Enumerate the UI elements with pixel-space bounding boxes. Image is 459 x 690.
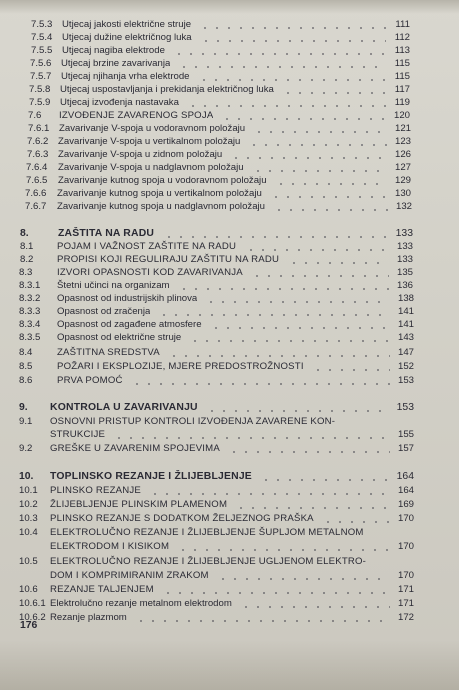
toc-leader-dots: [260, 479, 390, 481]
toc-entry-page: 164: [396, 471, 414, 482]
toc-entry-title: Zavarivanje V-spoja u vodoravnom položaju: [59, 123, 246, 134]
toc-entry-page: 147: [397, 347, 414, 358]
toc-entry-page: 153: [397, 375, 414, 386]
toc-entry: [0, 428, 459, 442]
toc-entry-number: 8.1: [20, 241, 34, 252]
toc-entry-page: 115: [394, 58, 410, 69]
toc-entry-title: PROPISI KOJI REGULIRAJU ZAŠTITU NA RADU: [57, 254, 280, 265]
toc-leader-dots: [235, 507, 390, 509]
toc-entry: [0, 253, 459, 267]
toc-entry-title: Zavarivanje V-spoja u vertikalnom položaju: [58, 136, 241, 147]
toc-leader-dots: [253, 131, 387, 133]
toc-entry: [0, 484, 459, 498]
toc-leader-dots: [131, 383, 390, 385]
toc-entry-page: 155: [397, 429, 414, 440]
toc-entry-number: 7.5.8: [29, 84, 51, 95]
toc-entry: [0, 331, 459, 345]
toc-entry: [0, 44, 459, 58]
toc-entry-number: 7.6.6: [25, 188, 47, 199]
toc-leader-dots: [217, 578, 390, 580]
toc-entry-page: 132: [395, 201, 412, 212]
toc-leader-dots: [177, 549, 390, 551]
toc-entry-page: 164: [397, 485, 414, 496]
toc-entry: [0, 240, 459, 254]
toc-entry-title: OSNOVNI PRISTUP KONTROLI IZVOĐENJA ZAVARENE KON-: [50, 416, 336, 427]
toc-entry-title: Zavarivanje kutnog spoja u vodoravnom položaju: [58, 175, 267, 186]
toc-entry-title: ZAŠTITNA SREDSTVA: [57, 347, 160, 358]
toc-entry-page: 123: [394, 136, 411, 147]
toc-entry-number: 9.2: [19, 443, 33, 454]
toc-entry-number: 7.5.4: [31, 32, 53, 43]
toc-entry: [0, 555, 459, 569]
toc-entry-title: ŽLIJEBLJENJE PLINSKIM PLAMENOM: [50, 499, 228, 510]
toc-entry-page: 170: [397, 541, 414, 552]
toc-entry: [0, 266, 459, 280]
toc-entry-number: 8.3.5: [19, 332, 41, 343]
toc-entry-page: 112: [394, 32, 410, 43]
toc-entry-title: PRVA POMOĆ: [57, 375, 123, 386]
toc-entry-page: 133: [396, 254, 413, 265]
toc-leader-dots: [252, 170, 387, 172]
toc-entry: [0, 442, 459, 456]
toc-leader-dots: [149, 493, 390, 495]
toc-leader-dots: [228, 451, 390, 453]
toc-entry-title: Elektrolučno rezanje metalnom elektrodom: [50, 598, 232, 609]
toc-entry-title: Zavarivanje kutnog spoja u nadglavnom položaju: [57, 201, 265, 212]
toc-entry: [0, 512, 459, 526]
toc-entry-title: REZANJE TALJENJEM: [50, 584, 154, 595]
toc-leader-dots: [240, 606, 390, 608]
toc-entry-number: 10.: [19, 471, 34, 482]
toc-leader-dots: [270, 196, 387, 198]
toc-entry: [0, 18, 459, 32]
toc-leader-dots: [168, 355, 390, 357]
toc-entry-title: Utjecaj dužine električnog luka: [62, 32, 192, 43]
toc-entry-number: 8.2: [20, 254, 34, 265]
toc-entry-title: PLINSKO REZANJE: [50, 485, 141, 496]
toc-entry-number: 8.3.2: [19, 293, 41, 304]
toc-entry: [0, 611, 459, 625]
toc-entry: [0, 318, 459, 332]
toc-entry-title: ELEKTROLUČNO REZANJE I ŽLIJEBLJENJE ŠUPLJOM METALNOM: [50, 527, 364, 538]
toc-entry-number: 8.: [20, 228, 29, 239]
toc-entry-number: 8.3.3: [19, 306, 41, 317]
toc-entry-page: 119: [394, 97, 410, 108]
toc-entry: [0, 415, 459, 429]
toc-leader-dots: [230, 157, 387, 159]
toc-entry-page: 152: [397, 361, 414, 372]
toc-entry-page: 127: [394, 162, 411, 173]
toc-entry-page: 143: [397, 332, 414, 343]
toc-entry-page: 136: [396, 280, 413, 291]
toc-leader-dots: [163, 236, 389, 238]
toc-entry-page: 111: [395, 19, 410, 30]
toc-entry-page: 169: [397, 499, 414, 510]
toc-entry-number: 7.5.9: [29, 97, 51, 108]
toc-entry-page: 120: [393, 110, 410, 121]
toc-entry-title: TOPLINSKO REZANJE I ŽLIJEBLJENJE: [50, 471, 252, 482]
toc-entry-number: 7.5.5: [31, 45, 53, 56]
toc-entry: [0, 401, 459, 415]
toc-entry-page: 133: [395, 228, 413, 239]
toc-entry: [0, 346, 459, 360]
toc-leader-dots: [210, 327, 390, 329]
toc-entry: [0, 148, 459, 162]
toc-entry-page: 135: [396, 267, 413, 278]
toc-entry-page: 117: [394, 84, 410, 95]
toc-entry-title: Štetni učinci na organizam: [57, 280, 170, 291]
toc-entry-title: IZVORI OPASNOSTI KOD ZAVARIVANJA: [57, 267, 243, 278]
toc-entry-title: Utjecaj njihanja vrha elektrode: [61, 71, 190, 82]
toc-leader-dots: [162, 592, 390, 594]
toc-leader-dots: [187, 105, 386, 107]
toc-entry: [0, 470, 459, 484]
toc-entry-page: 172: [397, 612, 414, 623]
toc-entry: [0, 83, 459, 97]
toc-entry-title: Utjecaj nagiba elektrode: [62, 45, 165, 56]
toc-entry: [0, 360, 459, 374]
toc-entry-number: 8.3.4: [19, 319, 41, 330]
toc-leader-dots: [205, 301, 390, 303]
toc-leader-dots: [173, 53, 386, 55]
toc-entry-number: 7.6.1: [28, 123, 50, 134]
page-number: 176: [20, 620, 38, 631]
toc-leader-dots: [178, 288, 389, 290]
toc-entry-number: 10.3: [19, 513, 38, 524]
toc-entry-page: 171: [397, 598, 414, 609]
page-shadow-top: [0, 0, 459, 14]
toc-entry-title: Zavarivanje V-spoja u zidnom položaju: [58, 149, 223, 160]
toc-entry: [0, 279, 459, 293]
toc-entry-number: 7.6.7: [25, 201, 47, 212]
toc-entry-number: 7.5.3: [31, 19, 53, 30]
toc-entry-page: 141: [397, 306, 414, 317]
toc-leader-dots: [206, 410, 390, 412]
toc-entry-title: PLINSKO REZANJE S DODATKOM ŽELJEZNOG PRAŠKA: [50, 513, 314, 524]
toc-entry-number: 7.6.2: [27, 136, 49, 147]
toc-entry: [0, 292, 459, 306]
toc-entry-title: Utjecaj izvođenja nastavaka: [60, 97, 179, 108]
toc-entry: [0, 187, 459, 201]
toc-entry-title: Opasnost od zagađene atmosfere: [57, 319, 202, 330]
toc-entry-title: Zavarivanje kutnog spoja u vertikalnom položaju: [57, 188, 262, 199]
toc-leader-dots: [199, 27, 386, 29]
toc-entry-number: 8.5: [19, 361, 33, 372]
toc-leader-dots: [221, 118, 386, 120]
toc-entry: [0, 227, 459, 241]
toc-entry-title: Opasnost od električne struje: [57, 332, 182, 343]
toc-entry-page: 129: [394, 175, 411, 186]
toc-entry-page: 130: [394, 188, 411, 199]
toc-entry: [0, 200, 459, 214]
toc-entry: [0, 161, 459, 175]
toc-entry: [0, 526, 459, 540]
toc-entry: [0, 374, 459, 388]
toc-entry-page: 126: [394, 149, 411, 160]
toc-entry: [0, 597, 459, 611]
toc-leader-dots: [200, 40, 386, 42]
toc-entry-page: 121: [394, 123, 411, 134]
toc-entry-number: 7.5.7: [30, 71, 52, 82]
toc-leader-dots: [273, 209, 388, 211]
toc-entry-title: ELEKTRODOM I KISIKOM: [50, 541, 170, 552]
toc-entry: [0, 122, 459, 136]
toc-entry: [0, 109, 459, 123]
toc-entry: [0, 583, 459, 597]
toc-entry-number: 7.5.6: [30, 58, 52, 69]
toc-entry-number: 9.1: [19, 416, 33, 427]
toc-entry-title: DOM I KOMPRIMIRANIM ZRAKOM: [50, 570, 209, 581]
toc-entry: [0, 96, 459, 110]
toc-entry-title: Utjecaj brzine zavarivanja: [61, 58, 171, 69]
toc-entry: [0, 70, 459, 84]
toc-entry-title: Zavarivanje V-spoja u nadglavnom položaju: [58, 162, 244, 173]
toc-entry-number: 10.6: [19, 584, 38, 595]
toc-entry-page: 170: [397, 570, 414, 581]
toc-leader-dots: [251, 275, 389, 277]
toc-entry-page: 157: [397, 443, 414, 454]
toc-leader-dots: [189, 340, 390, 342]
toc-entry-page: 153: [396, 402, 414, 413]
toc-entry-title: Utjecaj jakosti električne struje: [62, 19, 192, 30]
page-shadow-bottom: [0, 640, 459, 690]
toc-entry-number: 10.6.2: [19, 612, 46, 623]
toc-entry-page: 115: [394, 71, 410, 82]
toc-leader-dots: [113, 437, 390, 439]
toc-entry: [0, 569, 459, 583]
toc-leader-dots: [245, 249, 389, 251]
toc-entry-page: 133: [396, 241, 413, 252]
toc-entry-title: Rezanje plazmom: [50, 612, 127, 623]
toc-entry-number: 7.6.3: [27, 149, 49, 160]
toc-entry-number: 10.2: [19, 499, 38, 510]
toc-leader-dots: [248, 144, 387, 146]
toc-entry-number: 7.6.5: [26, 175, 48, 186]
toc-entry-page: 138: [397, 293, 414, 304]
toc-entry-page: 141: [397, 319, 414, 330]
toc-entry-page: 170: [397, 513, 414, 524]
toc-entry-title: GREŠKE U ZAVARENIM SPOJEVIMA: [50, 443, 220, 454]
toc-entry-title: IZVOĐENJE ZAVARENOG SPOJA: [59, 110, 214, 121]
toc-entry-number: 10.5: [19, 556, 38, 567]
toc-entry-title: Opasnost od zračenja: [57, 306, 151, 317]
toc-entry: [0, 57, 459, 71]
toc-entry-title: STRUKCIJE: [50, 429, 106, 440]
toc-entry-page: 113: [394, 45, 410, 56]
toc-leader-dots: [178, 66, 386, 68]
toc-entry-number: 10.4: [19, 527, 38, 538]
toc-leader-dots: [158, 314, 390, 316]
toc-entry-number: 10.6.1: [19, 598, 46, 609]
toc-entry: [0, 305, 459, 319]
toc-entry-number: 7.6: [28, 110, 42, 121]
toc-entry-title: Utjecaj uspostavljanja i prekidanja električnog luka: [60, 84, 274, 95]
toc-entry: [0, 31, 459, 45]
toc-entry-number: 9.: [19, 402, 28, 413]
toc-entry: [0, 174, 459, 188]
toc-entry: [0, 135, 459, 149]
toc-entry-number: 10.1: [19, 485, 38, 496]
toc-entry-page: 171: [397, 584, 414, 595]
toc-entry-number: 7.6.4: [26, 162, 48, 173]
toc-entry-title: ZAŠTITA NA RADU: [58, 228, 155, 239]
toc-leader-dots: [198, 79, 386, 81]
toc-entry-title: Opasnost od industrijskih plinova: [57, 293, 198, 304]
toc-entry-title: POŽARI I EKSPLOZIJE, MJERE PREDOSTROŽNOSTI: [57, 361, 304, 372]
toc-entry-number: 8.6: [19, 375, 33, 386]
toc-leader-dots: [135, 620, 390, 622]
toc-entry: [0, 498, 459, 512]
toc-entry-number: 8.4: [19, 347, 33, 358]
toc-entry-number: 8.3.1: [19, 280, 41, 291]
toc-entry-title: KONTROLA U ZAVARIVANJU: [50, 402, 198, 413]
toc-entry-title: POJAM I VAŽNOST ZAŠTITE NA RADU: [57, 241, 237, 252]
toc-entry: [0, 540, 459, 554]
toc-entry-title: ELEKTROLUČNO REZANJE I ŽLIJEBLJENJE UGLJENOM ELEKTRO-: [50, 556, 367, 567]
toc-entry-number: 8.3: [19, 267, 33, 278]
